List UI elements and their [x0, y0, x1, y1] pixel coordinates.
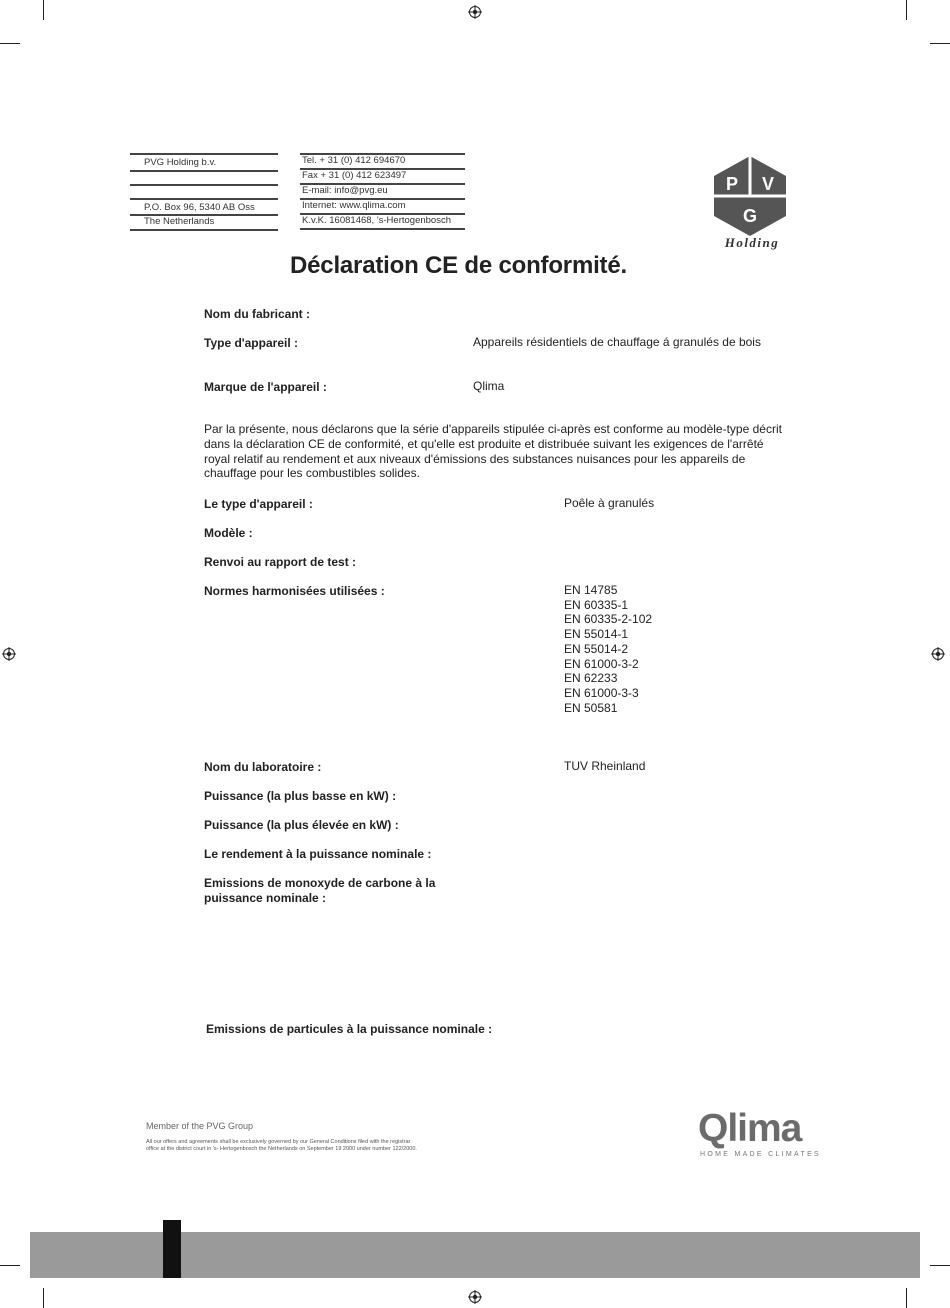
test-report-label: Renvoi au rapport de test : [204, 555, 357, 569]
logo-word: Holding [724, 235, 780, 250]
letterhead-rule [130, 184, 278, 186]
crop-mark-top-left-h [0, 43, 20, 44]
norm-item: EN 60335-1 [564, 597, 629, 612]
co-emissions-label-line2: puissance nominale : [204, 891, 327, 905]
norm-item: EN 62233 [564, 671, 618, 686]
brand-label: Marque de l'appareil : [204, 380, 327, 394]
letterhead-tel: Tel. + 31 (0) 412 694670 [302, 155, 406, 166]
crop-mark-bottom-left-v [43, 1288, 44, 1308]
letterhead-address: P.O. Box 96, 5340 AB Oss [144, 202, 255, 213]
power-high-label: Puissance (la plus élevée en kW) : [204, 818, 399, 832]
co-emissions-label-line1: Emissions de monoxyde de carbone à la [204, 876, 436, 890]
footer-legal-line1: All our offers and agreements shall be exclusively governed by our General Conditions filed with the registrar [146, 1139, 411, 1145]
crop-mark-top-left-v [43, 0, 44, 20]
qlima-tagline: HOME MADE CLIMATES [700, 1151, 822, 1158]
norms-label: Normes harmonisées utilisées : [204, 584, 385, 598]
bottom-tab-marker [163, 1220, 181, 1278]
letterhead-rule [130, 198, 278, 200]
norm-item: EN 14785 [564, 583, 618, 597]
letterhead-rule [130, 170, 278, 172]
particles-label: Emissions de particules à la puissance nominale : [206, 1022, 493, 1036]
logo-letter-p: P [725, 174, 739, 194]
registration-mark-left-icon [2, 647, 16, 661]
device-type-label: Type d'appareil : [204, 336, 298, 350]
registration-mark-bottom-icon [468, 1290, 482, 1304]
letterhead-rule [130, 229, 278, 231]
efficiency-label: Le rendement à la puissance nominale : [204, 847, 432, 861]
crop-mark-top-right-v [906, 0, 907, 20]
norms-list [564, 583, 652, 715]
norm-item: EN 55014-2 [564, 641, 629, 656]
manufacturer-label: Nom du fabricant : [204, 307, 311, 321]
device-type-value: Appareils résidentiels de chauffage á granulés de bois [473, 335, 761, 349]
footer-legal-line2: office at the district court in 's- Hertogenbosch the Netherlands on September 19 2000 under number 122/2000. [146, 1146, 417, 1152]
lab-label: Nom du laboratoire : [204, 760, 322, 774]
crop-mark-bottom-left-h [0, 1265, 20, 1266]
crop-mark-bottom-right-v [906, 1288, 907, 1308]
logo-letter-v: V [761, 174, 775, 194]
letterhead-fax: Fax + 31 (0) 412 623497 [302, 170, 407, 181]
type-value: Poêle à granulés [564, 496, 655, 510]
power-low-label: Puissance (la plus basse en kW) : [204, 789, 397, 803]
letterhead-internet: Internet: www.qlima.com [302, 200, 406, 211]
crop-mark-bottom-right-h [930, 1265, 950, 1266]
page-title: Déclaration CE de conformité. [290, 252, 627, 279]
qlima-logo: Qlima [698, 1107, 802, 1150]
letterhead-email: E-mail: info@pvg.eu [302, 185, 388, 196]
norm-item: EN 61000-3-3 [564, 685, 639, 700]
crop-mark-top-right-h [930, 43, 950, 44]
pvg-holding-logo [710, 152, 790, 252]
logo-letter-g: G [742, 206, 758, 226]
norm-item: EN 50581 [564, 700, 618, 715]
lab-value: TUV Rheinland [564, 759, 646, 773]
type-label: Le type d'appareil : [204, 497, 313, 511]
registration-mark-top-icon [468, 5, 482, 19]
norm-item: EN 61000-3-2 [564, 656, 639, 671]
letterhead-kvk: K.v.K. 16081468, 's-Hertogenbosch [302, 215, 451, 226]
letterhead-company: PVG Holding b.v. [144, 157, 217, 168]
footer-member: Member of the PVG Group [146, 1121, 254, 1131]
letterhead-rule [130, 153, 278, 155]
norm-item: EN 60335-2-102 [564, 612, 653, 627]
letterhead-country: The Netherlands [144, 216, 215, 227]
model-label: Modèle : [204, 526, 253, 540]
norm-item: EN 55014-1 [564, 627, 629, 642]
registration-mark-right-icon [931, 647, 945, 661]
brand-value: Qlima [473, 379, 505, 393]
declaration-paragraph: Par la présente, nous déclarons que la série d'appareils stipulée ci-après est conforme au modèle-type décrit dans la déclaration CE de conformité, et qu'elle est produite et distribuée suivant les exigences de l'arrêté royal relatif au rendement et aux niveaux d'émissions des substances nuisances pour les appareils de chauffage pour les combustibles solides. [204, 422, 782, 481]
letterhead-rule [300, 228, 465, 230]
